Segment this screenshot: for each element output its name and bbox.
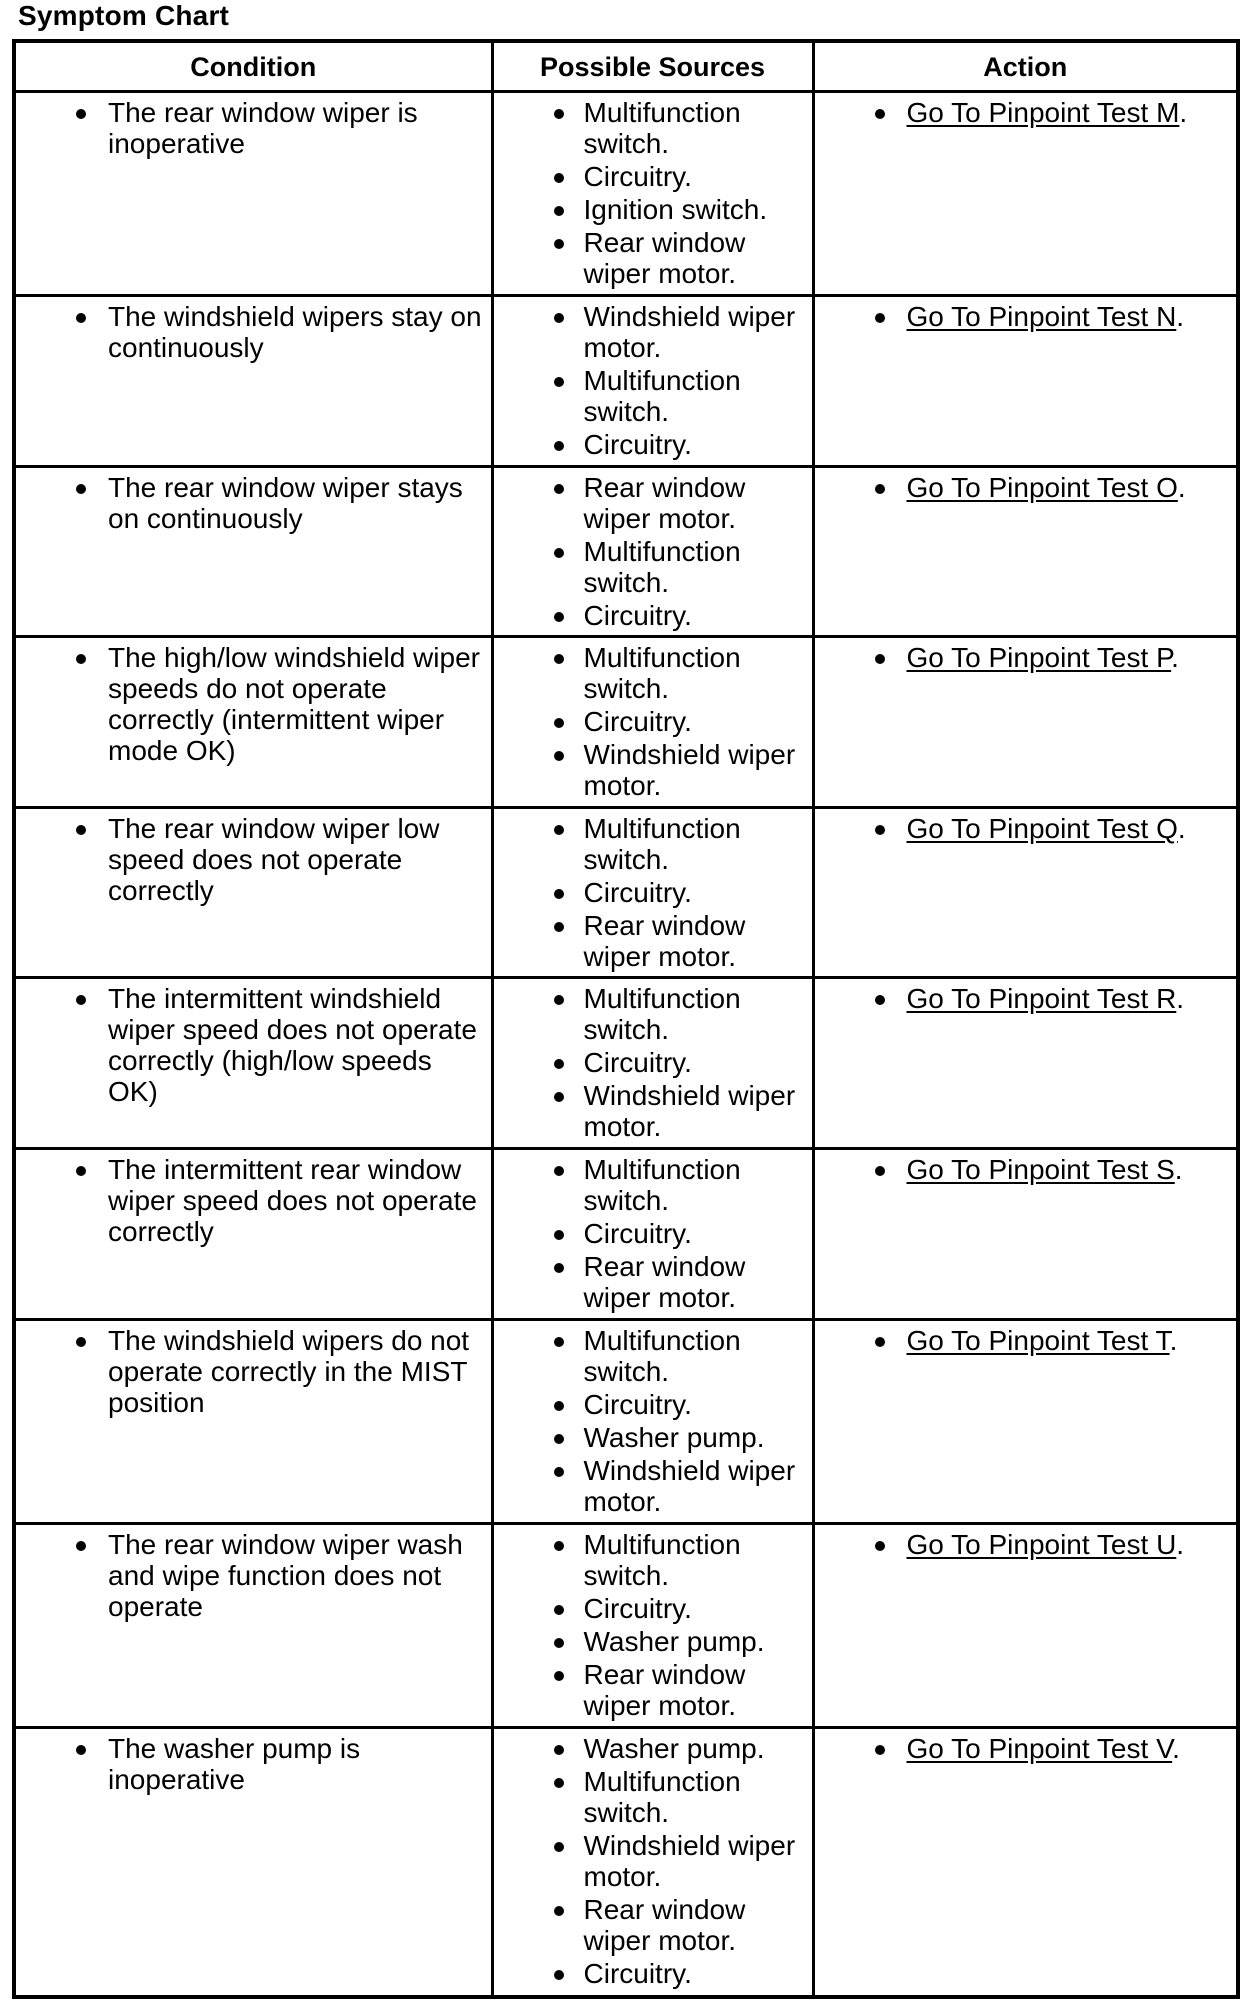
- bullet-icon: [554, 206, 564, 216]
- condition-cell: [14, 1149, 492, 1320]
- sources-list: [494, 297, 812, 460]
- bullet-icon: [875, 484, 885, 494]
- action-suffix: .: [1176, 983, 1185, 1015]
- table-row: [14, 466, 1238, 637]
- source-item: [494, 97, 812, 159]
- bullet-icon: [875, 825, 885, 835]
- source-item: [494, 1047, 812, 1078]
- action-cell: [813, 1149, 1238, 1320]
- source-item: [494, 813, 812, 875]
- source-item: [494, 1958, 812, 1989]
- bullet-icon: [875, 1541, 885, 1551]
- source-text: Multifunction switch.: [583, 535, 741, 598]
- bullet-icon: [76, 995, 86, 1005]
- bullet-icon: [554, 484, 564, 494]
- source-item: [494, 227, 812, 289]
- page-title: Symptom Chart: [18, 0, 230, 31]
- action-item: [815, 1154, 1237, 1185]
- pinpoint-test-link[interactable]: Go To Pinpoint Test Q: [906, 812, 1178, 844]
- action-cell: [813, 807, 1238, 978]
- condition-item: [16, 1154, 491, 1247]
- action-list: [815, 297, 1237, 332]
- source-text: Rear window wiper motor.: [583, 1658, 746, 1721]
- sources-list: [494, 638, 812, 801]
- action-suffix: .: [1176, 301, 1185, 333]
- bullet-icon: [554, 654, 564, 664]
- sources-cell: [492, 92, 813, 296]
- source-item: [494, 983, 812, 1045]
- source-text: Circuitry.: [583, 429, 692, 461]
- source-text: Rear window wiper motor.: [583, 1893, 746, 1956]
- pinpoint-test-link[interactable]: Go To Pinpoint Test T: [906, 1324, 1170, 1356]
- sources-list: [494, 1729, 812, 1989]
- condition-cell: [14, 1523, 492, 1727]
- source-text: Multifunction switch.: [583, 642, 741, 705]
- source-item: [494, 739, 812, 801]
- source-item: [494, 1080, 812, 1142]
- column-header-condition: Condition: [14, 41, 492, 92]
- action-suffix: .: [1177, 471, 1186, 503]
- condition-text: The rear window wiper is inoperative: [108, 97, 418, 159]
- bullet-icon: [554, 1671, 564, 1681]
- condition-text: The rear window wiper stays on continuously: [108, 471, 463, 534]
- source-item: [494, 1529, 812, 1591]
- action-item: [815, 813, 1237, 844]
- condition-item: [16, 97, 491, 159]
- table-header-row: [14, 41, 1238, 92]
- condition-text: The rear window wiper wash and wipe function does not operate: [108, 1528, 463, 1622]
- sources-list: [494, 809, 812, 972]
- source-item: [494, 1218, 812, 1249]
- action-suffix: .: [1172, 1732, 1180, 1764]
- source-text: Circuitry.: [583, 599, 692, 631]
- table-row: [14, 807, 1238, 978]
- table-row: [14, 1727, 1238, 1997]
- action-suffix: .: [1176, 1528, 1185, 1560]
- bullet-icon: [554, 1059, 564, 1069]
- bullet-icon: [554, 548, 564, 558]
- condition-cell: [14, 1319, 492, 1523]
- source-item: [494, 1251, 812, 1313]
- bullet-icon: [554, 922, 564, 932]
- source-text: Washer pump.: [583, 1625, 765, 1657]
- action-item: [815, 301, 1237, 332]
- bullet-icon: [76, 1541, 86, 1551]
- source-text: Circuitry.: [583, 1957, 692, 1989]
- condition-item: [16, 642, 491, 766]
- bullet-icon: [76, 109, 86, 119]
- table-body: [14, 92, 1238, 1998]
- bullet-icon: [554, 751, 564, 761]
- source-text: Circuitry.: [583, 706, 692, 738]
- bullet-icon: [76, 1337, 86, 1347]
- bullet-icon: [875, 109, 885, 119]
- bullet-icon: [554, 1745, 564, 1755]
- symptom-table: [12, 39, 1240, 1999]
- sources-list: [494, 1321, 812, 1517]
- action-cell: [813, 466, 1238, 637]
- action-suffix: .: [1177, 812, 1186, 844]
- source-text: Windshield wiper motor.: [583, 1080, 796, 1143]
- bullet-icon: [554, 1092, 564, 1102]
- bullet-icon: [554, 1263, 564, 1273]
- condition-list: [16, 297, 491, 363]
- source-text: Multifunction switch.: [583, 1324, 741, 1387]
- source-text: Multifunction switch.: [583, 1765, 741, 1828]
- source-item: [494, 1389, 812, 1420]
- pinpoint-test-link[interactable]: Go To Pinpoint Test V: [906, 1732, 1173, 1764]
- bullet-icon: [554, 1166, 564, 1176]
- condition-list: [16, 1525, 491, 1622]
- source-item: [494, 642, 812, 704]
- action-item: [815, 1325, 1237, 1356]
- source-text: Multifunction switch.: [583, 365, 741, 428]
- condition-item: [16, 1733, 491, 1795]
- pinpoint-test-link[interactable]: Go To Pinpoint Test R: [906, 983, 1177, 1015]
- source-text: Circuitry.: [583, 1388, 692, 1420]
- condition-cell: [14, 807, 492, 978]
- source-item: [494, 1593, 812, 1624]
- bullet-icon: [554, 1970, 564, 1980]
- action-list: [815, 979, 1237, 1014]
- bullet-icon: [875, 1337, 885, 1347]
- action-cell: [813, 978, 1238, 1149]
- action-cell: [813, 1727, 1238, 1997]
- action-list: [815, 1321, 1237, 1356]
- source-text: Windshield wiper motor.: [583, 739, 796, 802]
- bullet-icon: [554, 1337, 564, 1347]
- source-item: [494, 161, 812, 192]
- action-item: [815, 472, 1237, 503]
- source-text: Circuitry.: [583, 1047, 692, 1079]
- sources-cell: [492, 1319, 813, 1523]
- action-item: [815, 1529, 1237, 1560]
- source-text: Rear window wiper motor.: [583, 909, 746, 972]
- pinpoint-test-link[interactable]: Go To Pinpoint Test N: [906, 301, 1177, 333]
- source-text: Multifunction switch.: [583, 1154, 741, 1217]
- condition-text: The rear window wiper low speed does not operate correctly: [108, 812, 440, 906]
- bullet-icon: [875, 1745, 885, 1755]
- source-item: [494, 301, 812, 363]
- source-text: Multifunction switch.: [583, 812, 741, 875]
- source-item: [494, 1894, 812, 1956]
- bullet-icon: [554, 1541, 564, 1551]
- sources-cell: [492, 296, 813, 467]
- source-item: [494, 536, 812, 598]
- condition-text: The washer pump is inoperative: [108, 1732, 361, 1795]
- condition-cell: [14, 637, 492, 808]
- source-text: Multifunction switch.: [583, 1528, 741, 1591]
- action-suffix: .: [1171, 642, 1179, 674]
- condition-item: [16, 1529, 491, 1622]
- sources-cell: [492, 807, 813, 978]
- condition-cell: [14, 978, 492, 1149]
- action-item: [815, 642, 1237, 673]
- table-row: [14, 1523, 1238, 1727]
- source-item: [494, 1830, 812, 1892]
- bullet-icon: [554, 1230, 564, 1240]
- source-text: Rear window wiper motor.: [583, 227, 746, 289]
- condition-item: [16, 301, 491, 363]
- action-list: [815, 638, 1237, 673]
- condition-item: [16, 1325, 491, 1418]
- source-item: [494, 1733, 812, 1764]
- bullet-icon: [554, 1605, 564, 1615]
- bullet-icon: [554, 441, 564, 451]
- condition-list: [16, 1321, 491, 1418]
- table-row: [14, 978, 1238, 1149]
- action-cell: [813, 1319, 1238, 1523]
- source-text: Ignition switch.: [583, 194, 768, 225]
- bullet-icon: [554, 377, 564, 387]
- table-row: [14, 92, 1238, 296]
- source-item: [494, 600, 812, 631]
- source-item: [494, 1626, 812, 1657]
- bullet-icon: [76, 1745, 86, 1755]
- action-list: [815, 1150, 1237, 1185]
- bullet-icon: [554, 109, 564, 119]
- sources-list: [494, 468, 812, 631]
- condition-list: [16, 93, 491, 159]
- source-text: Multifunction switch.: [583, 983, 741, 1046]
- column-header-action: Action: [813, 41, 1238, 92]
- condition-list: [16, 1729, 491, 1795]
- sources-cell: [492, 637, 813, 808]
- action-item: [815, 97, 1237, 128]
- sources-cell: [492, 978, 813, 1149]
- bullet-icon: [554, 1842, 564, 1852]
- source-item: [494, 1325, 812, 1387]
- source-item: [494, 194, 812, 225]
- condition-text: The windshield wipers stay on continuously: [108, 301, 482, 364]
- source-item: [494, 877, 812, 908]
- bullet-icon: [554, 1401, 564, 1411]
- condition-cell: [14, 466, 492, 637]
- action-list: [815, 1525, 1237, 1560]
- bullet-icon: [554, 1906, 564, 1916]
- bullet-icon: [554, 612, 564, 622]
- source-item: [494, 1154, 812, 1216]
- source-item: [494, 472, 812, 534]
- bullet-icon: [76, 825, 86, 835]
- action-cell: [813, 637, 1238, 808]
- sources-list: [494, 1525, 812, 1721]
- source-text: Circuitry.: [583, 1218, 692, 1250]
- condition-text: The high/low windshield wiper speeds do not operate correctly (intermittent wiper mode OK): [108, 642, 480, 767]
- table-row: [14, 296, 1238, 467]
- action-cell: [813, 92, 1238, 296]
- bullet-icon: [76, 654, 86, 664]
- bullet-icon: [554, 239, 564, 249]
- sources-cell: [492, 1149, 813, 1320]
- action-cell: [813, 1523, 1238, 1727]
- condition-item: [16, 472, 491, 534]
- condition-list: [16, 809, 491, 906]
- source-text: Rear window wiper motor.: [583, 471, 746, 534]
- bullet-icon: [76, 1166, 86, 1176]
- table-row: [14, 1319, 1238, 1523]
- action-suffix: .: [1174, 1154, 1183, 1186]
- bullet-icon: [554, 718, 564, 728]
- bullet-icon: [554, 1467, 564, 1477]
- bullet-icon: [554, 173, 564, 183]
- action-item: [815, 983, 1237, 1014]
- source-item: [494, 706, 812, 737]
- column-header-sources: Possible Sources: [492, 41, 813, 92]
- source-item: [494, 1659, 812, 1721]
- source-text: Windshield wiper motor.: [583, 1829, 796, 1892]
- sources-list: [494, 1150, 812, 1313]
- bullet-icon: [554, 1778, 564, 1788]
- source-item: [494, 1422, 812, 1453]
- action-suffix: .: [1169, 1324, 1178, 1356]
- source-item: [494, 1455, 812, 1517]
- pinpoint-test-link[interactable]: Go To Pinpoint Test S: [906, 1154, 1175, 1186]
- source-item: [494, 910, 812, 972]
- pinpoint-test-link[interactable]: Go To Pinpoint Test U: [906, 1528, 1177, 1560]
- condition-cell: [14, 296, 492, 467]
- condition-text: The windshield wipers do not operate correctly in the MIST position: [108, 1324, 470, 1418]
- pinpoint-test-link[interactable]: Go To Pinpoint Test M: [906, 97, 1180, 128]
- bullet-icon: [76, 313, 86, 323]
- bullet-icon: [554, 995, 564, 1005]
- sources-list: [494, 979, 812, 1142]
- action-cell: [813, 296, 1238, 467]
- condition-list: [16, 979, 491, 1107]
- pinpoint-test-link[interactable]: Go To Pinpoint Test P: [906, 642, 1172, 674]
- action-list: [815, 809, 1237, 844]
- source-text: Windshield wiper motor.: [583, 301, 796, 364]
- bullet-icon: [554, 825, 564, 835]
- pinpoint-test-link[interactable]: Go To Pinpoint Test O: [906, 471, 1178, 503]
- source-text: Multifunction switch.: [583, 97, 741, 159]
- condition-item: [16, 983, 491, 1107]
- source-text: Circuitry.: [583, 876, 692, 908]
- sources-cell: [492, 466, 813, 637]
- condition-item: [16, 813, 491, 906]
- action-item: [815, 1733, 1237, 1764]
- bullet-icon: [554, 1434, 564, 1444]
- source-text: Washer pump.: [583, 1732, 765, 1764]
- bullet-icon: [875, 1166, 885, 1176]
- bullet-icon: [875, 995, 885, 1005]
- table-row: [14, 1149, 1238, 1320]
- condition-cell: [14, 1727, 492, 1997]
- bullet-icon: [76, 484, 86, 494]
- source-text: Circuitry.: [583, 1592, 692, 1624]
- action-list: [815, 93, 1237, 128]
- source-text: Washer pump.: [583, 1421, 765, 1453]
- source-text: Rear window wiper motor.: [583, 1251, 746, 1314]
- bullet-icon: [875, 313, 885, 323]
- source-text: Circuitry.: [583, 161, 692, 192]
- action-list: [815, 468, 1237, 503]
- condition-text: The intermittent rear window wiper speed does not operate correctly: [108, 1154, 477, 1248]
- bullet-icon: [554, 1638, 564, 1648]
- action-suffix: .: [1179, 97, 1188, 128]
- bullet-icon: [554, 313, 564, 323]
- condition-list: [16, 638, 491, 766]
- source-item: [494, 429, 812, 460]
- condition-list: [16, 1150, 491, 1247]
- source-text: Windshield wiper motor.: [583, 1454, 796, 1517]
- action-list: [815, 1729, 1237, 1764]
- sources-list: [494, 93, 812, 289]
- condition-list: [16, 468, 491, 534]
- sources-cell: [492, 1523, 813, 1727]
- bullet-icon: [875, 654, 885, 664]
- condition-cell: [14, 92, 492, 296]
- sources-cell: [492, 1727, 813, 1997]
- condition-text: The intermittent windshield wiper speed does not operate correctly (high/low speeds OK): [108, 983, 477, 1108]
- table-row: [14, 637, 1238, 808]
- source-item: [494, 365, 812, 427]
- bullet-icon: [554, 889, 564, 899]
- source-item: [494, 1766, 812, 1828]
